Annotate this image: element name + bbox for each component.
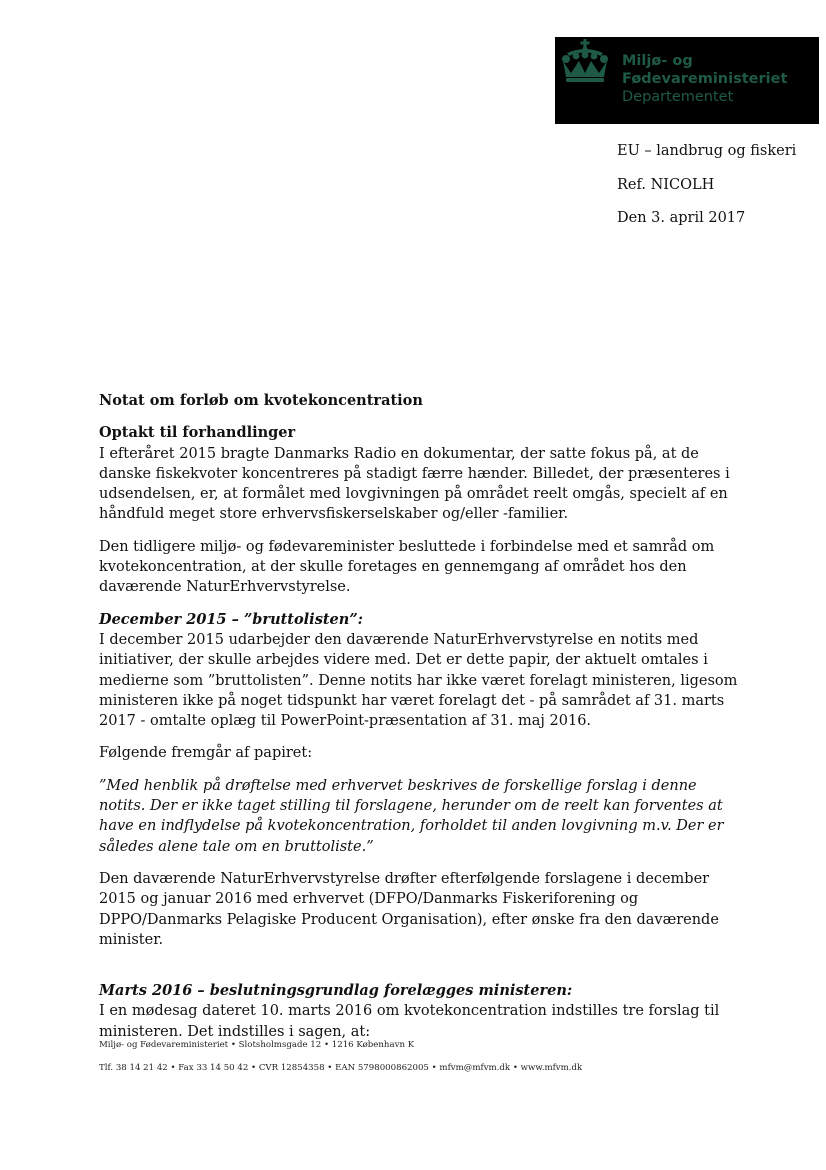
logo-text [622, 52, 787, 106]
reference: Ref. NICOLH [617, 176, 715, 193]
logo-line-1: Miljø- og [622, 53, 693, 69]
document-date: Den 3. april 2017 [617, 210, 746, 226]
paragraph: Den tidligere miljø- og fødevareminister besluttede i forbindelse med et samråd om kvotekoncentration, at der skulle foretages en gennemgang af området hos den daværende NaturErhvervstyrelse. [99, 538, 715, 596]
footer-address: Miljø- og Fødevareministeriet • Slotsholmsgade 12 • 1216 København K [99, 1040, 415, 1050]
paragraph: I en mødesag dateret 10. marts 2016 om kvotekoncentration indstilles tre forslag til ministeren. Det indstilles i sagen, at: [99, 1003, 720, 1040]
document-body [99, 391, 739, 1042]
document-title: Notat om forløb om kvotekoncentration [99, 392, 423, 409]
ministry-logo [555, 37, 819, 124]
logo-line-2: Fødevareministeriet [622, 71, 788, 87]
paragraph: I december 2015 udarbejder den daværende NaturErhvervstyrelse en notits med initiativer, der skulle arbejdes videre med. Det er dette papir, der aktuelt omtales i medierne som ”bruttolisten”. Denne notits har ikke været forelagt ministeren, ligesom ministeren ikke på noget tidspunkt har været forelagt det - på samrådet af 31. marts 2017 - omtalte oplæg til PowerPoint-præsentation af 31. maj 2016. [99, 631, 738, 730]
footer-contact: Tlf. 38 14 21 42 • Fax 33 14 50 42 • CVR 12854358 • EAN 5798000862005 • mfvm@mfvm.dk • www.mfvm.dk [99, 1063, 583, 1073]
section-heading-optakt: Optakt til forhandlinger [99, 424, 296, 442]
department-label: EU – landbrug og fiskeri [617, 143, 797, 159]
crown-icon [557, 39, 613, 85]
paragraph: Følgende fremgår af papiret: [99, 745, 313, 762]
section-heading-marts-2016: Marts 2016 – beslutningsgrundlag forelægges ministeren: [99, 982, 573, 1000]
page-footer [99, 1040, 582, 1074]
logo-line-3: Departementet [622, 89, 734, 105]
paragraph: I efteråret 2015 bragte Danmarks Radio en dokumentar, der satte fokus på, at de danske fiskekvoter koncentreres på stadigt færre hænder. Billedet, der præsenteres i udsendelsen, er, at formålet med lovgivningen på området reelt omgås, specielt af en håndfuld meget store erhvervsfiskerselskaber og/eller -familier. [99, 445, 730, 523]
block-quote: ”Med henblik på drøftelse med erhvervet beskrives de forskellige forslag i denne notits. Der er ikke taget stilling til forslagene, herunder om de reelt kan forventes at have en indflydelse på kvotekoncentration, forholdet til anden lovgivning m.v. Der er således alene tale om en bruttoliste.” [99, 777, 724, 855]
document-meta [617, 143, 796, 244]
section-heading-december-2015: December 2015 – ”bruttolisten”: [99, 610, 364, 628]
paragraph: Den daværende NaturErhvervstyrelse drøfter efterfølgende forslagene i december 2015 og januar 2016 med erhvervet (DFPO/Danmarks Fiskeriforening og DPPO/Danmarks Pelagiske Producent Organisation), efter ønske fra den daværende minister. [99, 870, 719, 948]
